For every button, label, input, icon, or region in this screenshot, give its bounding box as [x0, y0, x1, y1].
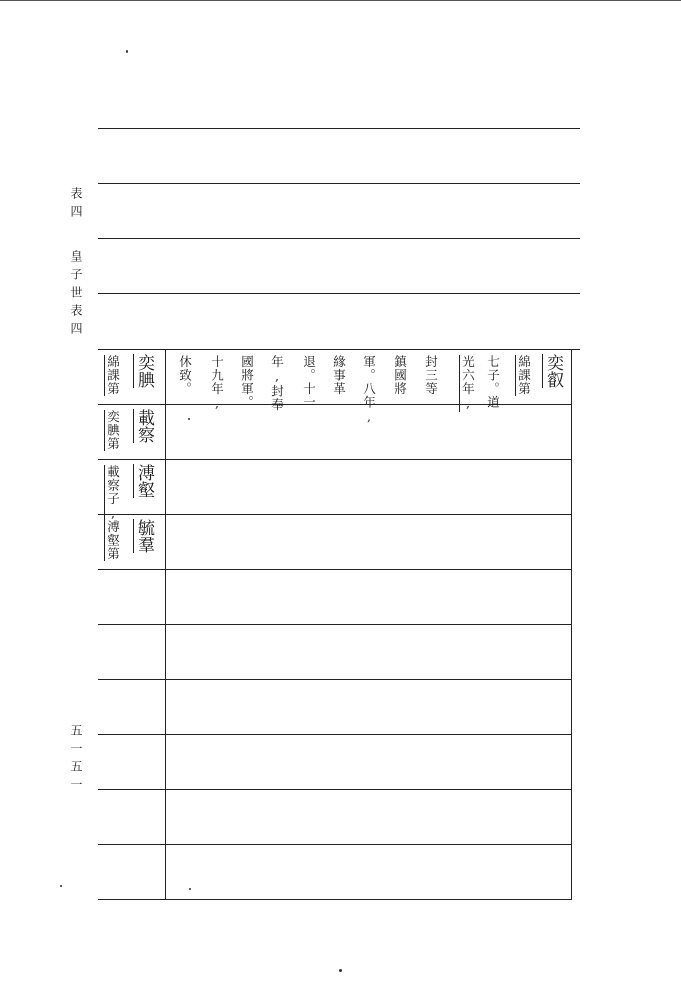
table-top-rule — [98, 349, 580, 350]
table-bottom-rule — [98, 899, 572, 900]
scan-speck — [339, 969, 342, 972]
entry-note-col-12: 休致。 — [177, 355, 193, 396]
row-rule-1 — [98, 404, 572, 405]
row-rule-9 — [98, 844, 572, 845]
lineage-name: 毓羣 — [134, 519, 154, 553]
lineage-parent: 溥壑第 — [105, 520, 121, 561]
entry-note-col-2: 七子。道 — [485, 355, 501, 409]
entry-note-col-1: 綿課第 — [516, 355, 532, 396]
scan-speck — [126, 50, 128, 53]
upper-rule-3 — [98, 238, 580, 239]
page-number: 五一五一 — [69, 724, 83, 796]
lineage-name: 奕腆 — [134, 354, 154, 388]
row-rule-2 — [98, 459, 572, 460]
entry-note-col-5: 鎮國將 — [392, 355, 408, 396]
upper-rule-1 — [98, 128, 580, 129]
upper-rule-2 — [98, 183, 580, 184]
lineage-name: 載察 — [134, 409, 154, 443]
section-title: 皇子世表四 — [69, 250, 83, 340]
entry-note-col-8: 退。十一 — [301, 355, 317, 409]
row-rule-6 — [98, 679, 572, 680]
scan-speck — [60, 885, 62, 887]
entry-name: 奕叡 — [543, 354, 563, 388]
entry-note-col-10: 國將軍。 — [239, 355, 255, 409]
row-rule-3 — [98, 514, 572, 515]
scan-top-edge — [0, 0, 681, 1]
row-rule-8 — [98, 789, 572, 790]
upper-rule-4 — [98, 293, 580, 294]
row-rule-5 — [98, 624, 572, 625]
row-rule-4 — [98, 569, 572, 570]
entry-note-col-7: 緣事革 — [331, 355, 347, 396]
entry-note-col-4: 封三等 — [423, 355, 439, 396]
entry-note-col-6: 軍。八年, — [361, 355, 377, 425]
lineage-parent: 奕腆第 — [105, 410, 121, 451]
entry-note-col-9: 年,封奉 — [269, 355, 285, 412]
row-rule-7 — [98, 734, 572, 735]
lineage-parent: 綿課第 — [105, 355, 121, 396]
lineage-parent: 載察子, — [105, 465, 121, 522]
scan-speck — [188, 418, 190, 420]
entry-note-col-3: 光六年, — [460, 355, 476, 412]
table-number-label: 表四 — [69, 187, 83, 223]
scan-speck — [189, 888, 191, 890]
entry-note-col-11: 十九年, — [209, 355, 225, 412]
lineage-name: 溥壑 — [134, 464, 154, 498]
